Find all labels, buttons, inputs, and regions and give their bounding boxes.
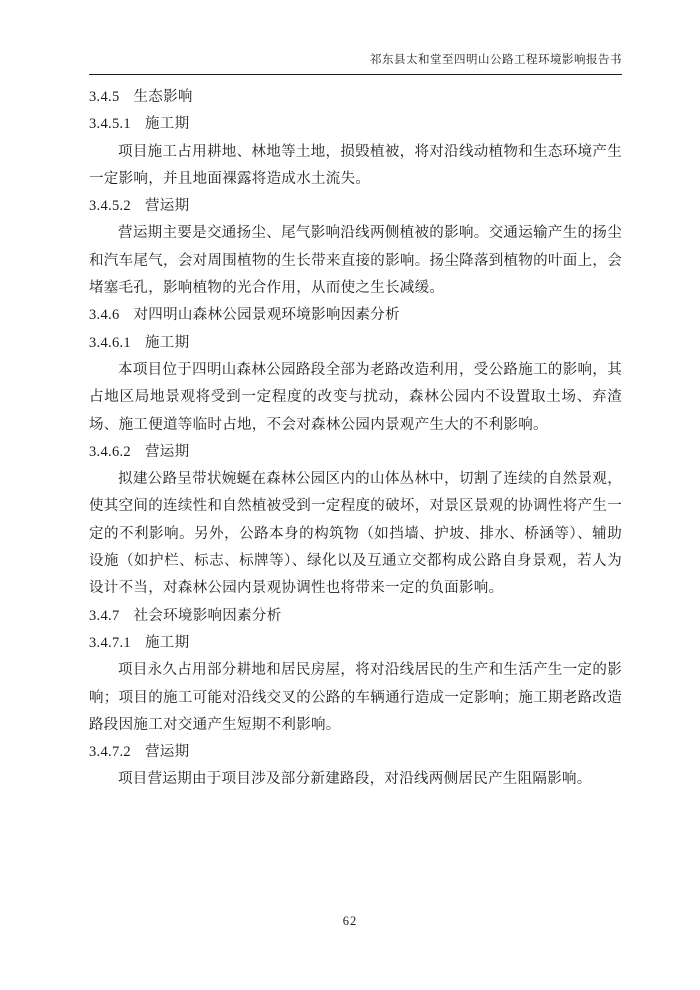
section-title: 施工期 <box>144 634 190 651</box>
section-title: 施工期 <box>144 116 190 133</box>
section-title: 施工期 <box>144 334 190 351</box>
section-heading-3-4-5-1 <box>89 111 622 138</box>
paragraph-landscape-construction: 本项目位于四明山森林公园路段全部为老路改造利用，受公路施工的影响，其占地区局地景观将受到一定程度的改变与扰动，森林公园内不设置取土场、弃渣场、施工便道等临时占地，不会对森林公园内景观产生大的不利影响。 <box>89 361 622 433</box>
section-number: 3.4.6 <box>89 307 120 324</box>
section-title: 营运期 <box>144 443 190 460</box>
section-heading-3-4-5-2 <box>89 193 622 220</box>
section-title: 营运期 <box>144 198 190 215</box>
section-number: 3.4.7 <box>89 607 120 624</box>
section-heading-3-4-5 <box>89 84 622 111</box>
section-number: 3.4.6.2 <box>89 443 131 460</box>
section-number: 3.4.7.1 <box>89 634 131 651</box>
section-number: 3.4.6.1 <box>89 334 131 351</box>
section-number: 3.4.5 <box>89 89 120 105</box>
section-number: 3.4.7.2 <box>89 744 131 761</box>
section-heading-3-4-7-1 <box>89 630 622 657</box>
paragraph-ecology-construction: 项目施工占用耕地、林地等土地，损毁植被，将对沿线动植物和生态环境产生一定影响，并且地面裸露将造成水土流失。 <box>89 143 622 187</box>
paragraph-landscape-operation: 拟建公路呈带状婉蜒在森林公园区内的山体丛林中，切割了连续的自然景观，使其空间的连续性和自然植被受到一定程度的破坏，对景区景观的协调性将产生一定的不利影响。另外，公路本身的构筑物（如挡墙、护坡、排水、桥涵等）、辅助设施（如护栏、标志、标牌等）、绿化以及互通立交都构成公路自身景观，若人为设计不当，对森林公园内景观协调性也将带来一定的负面影响。 <box>89 471 622 597</box>
page-header <box>89 0 622 75</box>
page-number: 62 <box>342 914 358 928</box>
paragraph-social-construction: 项目永久占用部分耕地和居民房屋，将对沿线居民的生产和生活产生一定的影响；项目的施工可能对沿线交叉的公路的车辆通行造成一定影响；施工期老路改造路段因施工对交通产生短期不利影响。 <box>89 662 622 733</box>
section-heading-3-4-7-2 <box>89 739 622 766</box>
paragraph-social-operation: 项目营运期由于项目涉及部分新建路段，对沿线两侧居民产生阻隔影响。 <box>118 771 592 788</box>
section-number: 3.4.5.1 <box>89 116 131 133</box>
section-title: 营运期 <box>144 744 190 761</box>
section-number: 3.4.5.2 <box>89 198 131 215</box>
section-title: 对四明山森林公园景观环境影响因素分析 <box>133 307 400 324</box>
document-body <box>89 84 622 794</box>
section-heading-3-4-6 <box>89 302 622 329</box>
paragraph-ecology-operation: 营运期主要是交通扬尘、尾气影响沿线两侧植被的影响。交通运输产生的扬尘和汽车尾气，会对周围植物的生长带来直接的影响。扬尘降落到植物的叶面上，会堵塞毛孔，影响植物的光合作用，从而使之生长减缓。 <box>89 225 622 297</box>
page-footer <box>0 914 700 929</box>
header-title: 祁东县太和堂至四明山公路工程环境影响报告书 <box>370 54 622 66</box>
section-title: 生态影响 <box>133 89 193 105</box>
section-heading-3-4-7 <box>89 603 622 630</box>
section-heading-3-4-6-2 <box>89 439 622 466</box>
section-title: 社会环境影响因素分析 <box>133 607 282 624</box>
section-heading-3-4-6-1 <box>89 330 622 357</box>
